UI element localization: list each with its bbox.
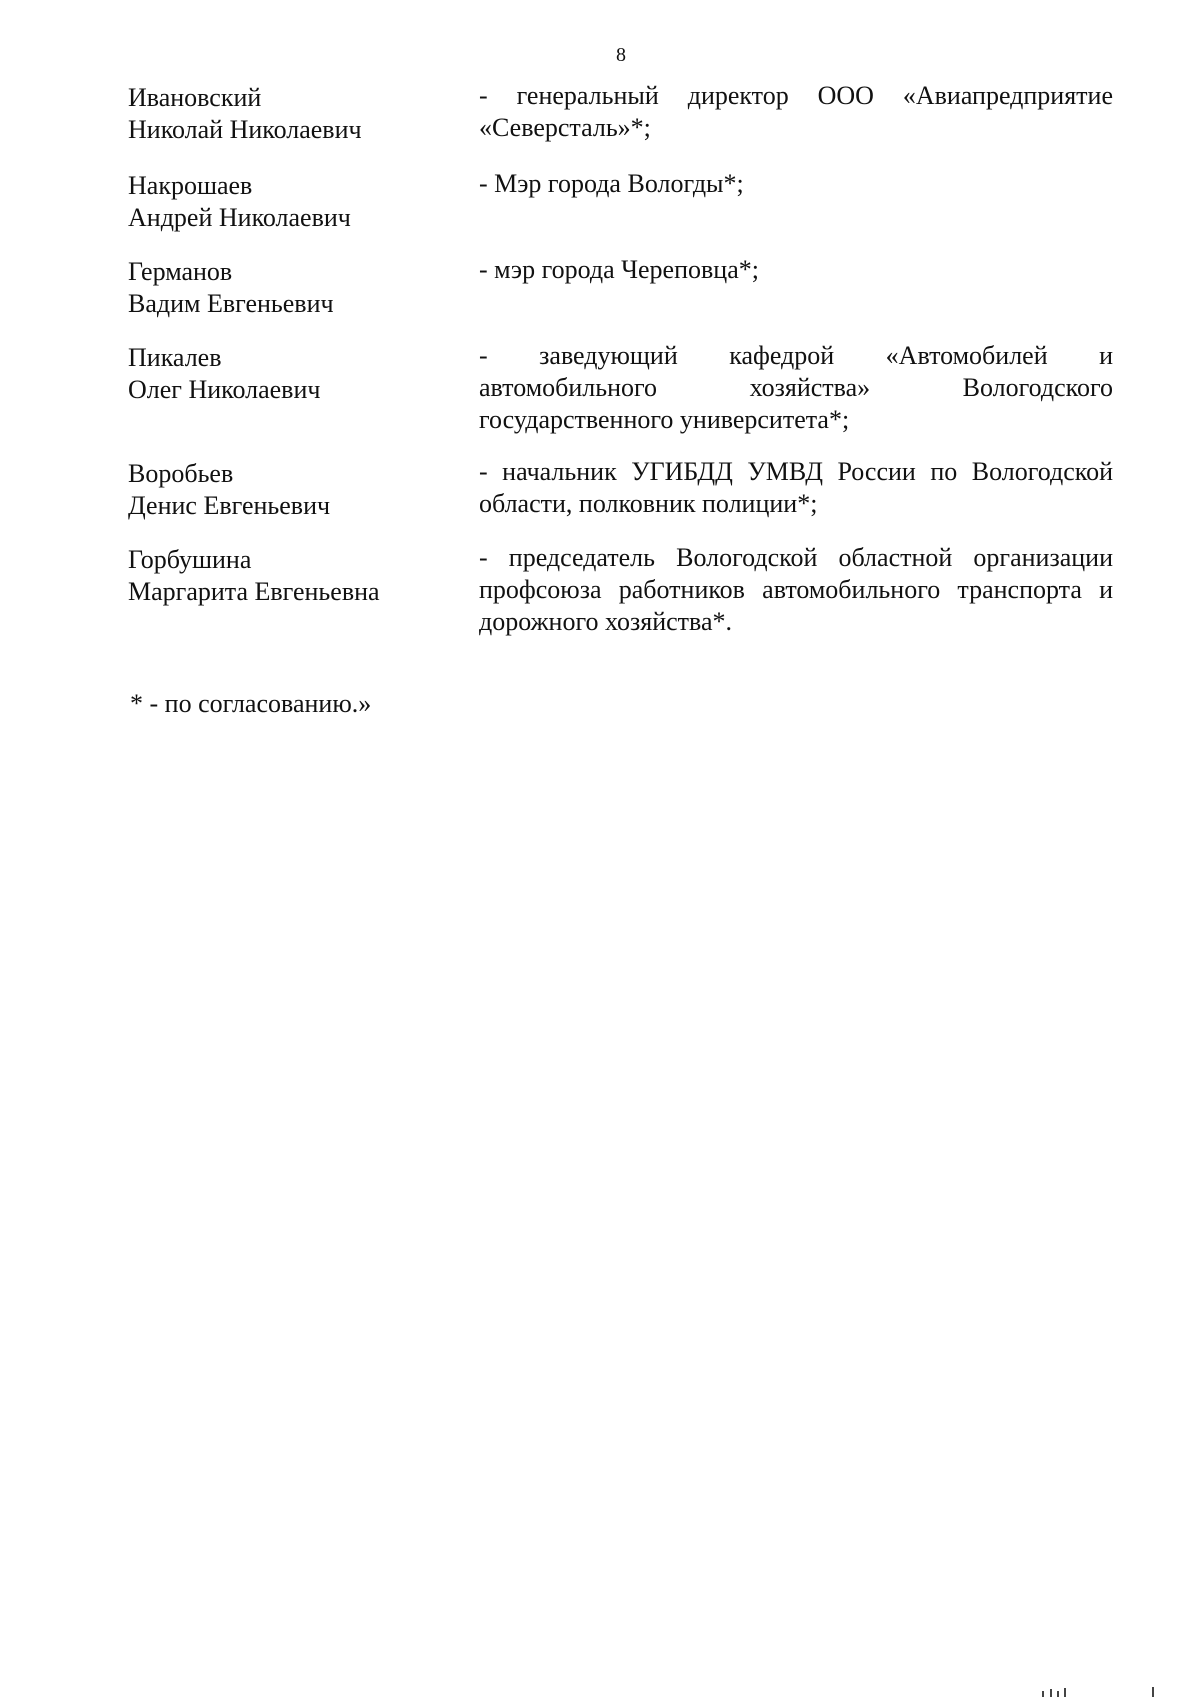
member-role: - Мэр города Вологды*;: [479, 169, 744, 198]
member-given-names: Олег Николаевич: [128, 375, 321, 404]
member-role: - генеральный директор ООО «Авиапредприятие «Северсталь»*;: [479, 81, 1113, 142]
member-role: - мэр города Череповца*;: [479, 255, 759, 284]
member-given-names: Андрей Николаевич: [128, 203, 351, 232]
member-name: [128, 542, 479, 608]
member-surname: Горбушина: [128, 545, 252, 574]
member-row: [128, 340, 1113, 436]
member-given-names: Маргарита Евгеньевна: [128, 577, 380, 606]
member-surname: Пикалев: [128, 343, 222, 372]
member-given-names: Вадим Евгеньевич: [128, 289, 334, 318]
member-name: [128, 340, 479, 406]
footnote: * - по согласованию.»: [130, 689, 372, 718]
member-name: [128, 80, 479, 146]
member-row: [128, 542, 1113, 638]
page-number: 8: [616, 44, 626, 66]
member-row: [128, 168, 1113, 234]
member-list: [128, 80, 1113, 638]
member-row: [128, 456, 1113, 522]
member-row: [128, 80, 1113, 146]
member-name: [128, 168, 479, 234]
member-role: - начальник УГИБДД УМВД России по Вологодской области, полковник полиции*;: [479, 457, 1113, 518]
member-name: [128, 254, 479, 320]
member-name: [128, 456, 479, 522]
member-role: - председатель Вологодской областной организации профсоюза работников автомобильного транспорта и дорожного хозяйства*.: [479, 543, 1113, 636]
member-surname: Воробьев: [128, 459, 234, 488]
member-given-names: Николай Николаевич: [128, 115, 362, 144]
member-given-names: Денис Евгеньевич: [128, 491, 331, 520]
member-surname: Германов: [128, 257, 233, 286]
scan-edge-marks: [1042, 1687, 1182, 1697]
member-surname: Накрошаев: [128, 171, 253, 200]
member-surname: Ивановский: [128, 83, 262, 112]
member-row: [128, 254, 1113, 320]
member-role: - заведующий кафедрой «Автомобилей и автомобильного хозяйства» Вологодского государственного университета*;: [479, 341, 1113, 434]
